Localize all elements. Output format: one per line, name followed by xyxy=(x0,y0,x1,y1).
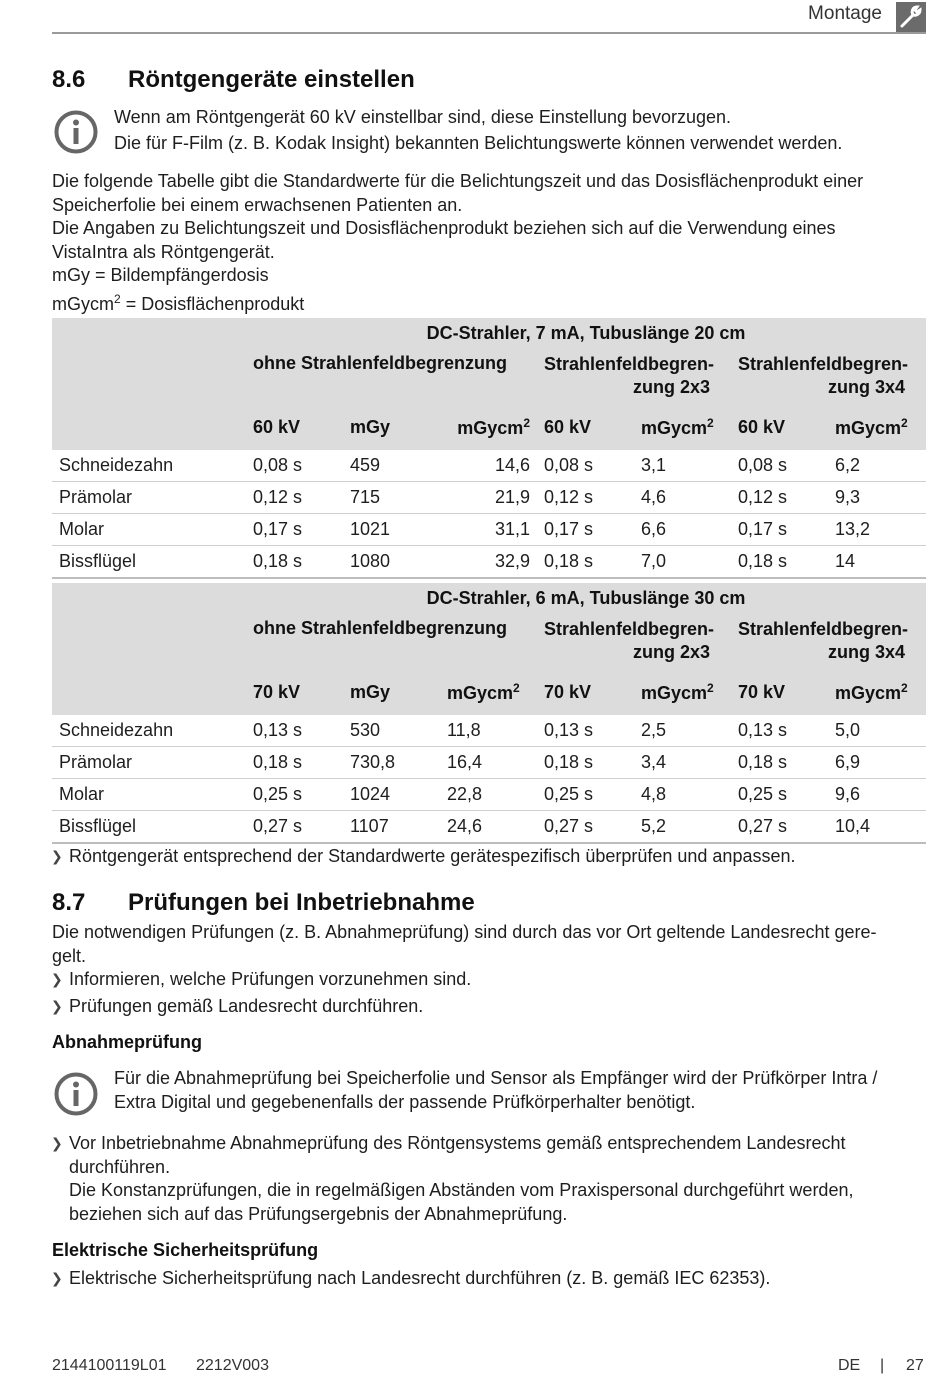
section-8-7-heading xyxy=(52,889,475,917)
info-icon xyxy=(54,1072,98,1116)
info-line: Die für F-Film (z. B. Kodak Insight) bekannten Belichtungswerte können verwendet werden. xyxy=(114,133,843,153)
header-rule xyxy=(52,32,926,34)
bullet-inform: ❯ Informieren, welche Prüfungen vorzunehmen sind. xyxy=(69,968,927,992)
abnahme-heading: Abnahmeprüfung xyxy=(52,1032,202,1052)
column-header: 60 kV xyxy=(731,404,828,450)
group-header: ohne Strahlenfeldbegrenzung xyxy=(246,613,537,669)
column-header: 60 kV xyxy=(246,404,343,450)
bullet-elektrisch: ❯ Elektrische Sicherheitsprüfung nach Landesrecht durchführen (z. B. gemäß IEC 62353). xyxy=(69,1267,927,1291)
info-note-1 xyxy=(114,104,842,156)
section-number: 8.7 xyxy=(52,889,86,916)
section-8-7-paragraph: Die notwendigen Prüfungen (z. B. Abnahmeprüfung) sind durch das vor Ort geltende Landesrecht gere- gelt. xyxy=(52,922,877,966)
column-header: mGy xyxy=(343,669,440,715)
section-number: 8.6 xyxy=(52,66,86,93)
elektrisch-heading: Elektrische Sicherheitsprüfung xyxy=(52,1240,319,1260)
exposure-table-2 xyxy=(52,583,926,844)
chevron-right-icon: ❯ xyxy=(51,1270,63,1286)
header-section-label: Montage xyxy=(808,3,882,24)
footer-page-number: 27 xyxy=(906,1357,924,1374)
table-row: Molar 0,17 s 1021 31,1 0,17 s 6,6 0,17 s 13,2 xyxy=(52,514,926,546)
wrench-icon xyxy=(896,2,926,32)
paragraph-line: Die folgende Tabelle gibt die Standardwerte für die Belichtungszeit und das Dosisflächenprodukt einer xyxy=(52,171,864,191)
table-title: DC-Strahler, 7 mA, Tubuslänge 20 cm xyxy=(246,318,926,348)
exposure-table-1 xyxy=(52,318,926,579)
paragraph-line: VistaIntra als Röntgengerät. xyxy=(52,241,275,262)
bullet-adjust: ❯ Röntgengerät entsprechend der Standardwerte gerätespezifisch überprüfen und anpassen. xyxy=(69,845,927,869)
table-row: Prämolar 0,12 s 715 21,9 0,12 s 4,6 0,12 s 9,3 xyxy=(52,482,926,514)
footer-language: DE xyxy=(838,1357,861,1374)
definition-mgy: mGy = Bildempfängerdosis xyxy=(52,265,269,285)
column-header: mGycm$^2$ xyxy=(828,404,926,450)
table-row: Schneidezahn 0,08 s 459 14,6 0,08 s 3,1 0,08 s 6,2 xyxy=(52,450,926,482)
column-header: mGycm$^2$ xyxy=(440,404,537,450)
section-title: Prüfungen bei Inbetriebnahme xyxy=(128,889,475,916)
group-header: Strahlenfeldbegren- zung 3x4 xyxy=(731,348,926,404)
table-row: Bissflügel 0,18 s 1080 32,9 0,18 s 7,0 0,18 s 14 xyxy=(52,546,926,579)
footer-doc-number: 2144100119L01 xyxy=(52,1357,167,1374)
section-title: Röntgengeräte einstellen xyxy=(128,66,415,93)
table-row: Molar 0,25 s 1024 22,8 0,25 s 4,8 0,25 s 9,6 xyxy=(52,779,926,811)
column-header: 60 kV xyxy=(537,404,634,450)
table-row: Prämolar 0,18 s 730,8 16,4 0,18 s 3,4 0,18 s 6,9 xyxy=(52,747,926,779)
column-header: mGycm$^2$ xyxy=(440,669,537,715)
group-header: Strahlenfeldbegren- zung 2x3 xyxy=(537,348,731,404)
column-header: mGycm$^2$ xyxy=(634,404,731,450)
table-title: DC-Strahler, 6 mA, Tubuslänge 30 cm xyxy=(246,583,926,613)
chevron-right-icon: ❯ xyxy=(51,998,63,1014)
column-header: 70 kV xyxy=(731,669,828,715)
group-header: ohne Strahlenfeldbegrenzung xyxy=(246,348,537,404)
definition-mgycm: mGycm$^2$ = Dosisflächenprodukt xyxy=(52,291,305,314)
column-header: mGycm$^2$ xyxy=(634,669,731,715)
table-row: Bissflügel 0,27 s 1107 24,6 0,27 s 5,2 0,27 s 10,4 xyxy=(52,811,926,844)
info-line: Wenn am Röntgengerät 60 kV einstellbar sind, diese Einstellung bevorzugen. xyxy=(114,107,732,127)
column-header: 70 kV xyxy=(537,669,634,715)
intro-paragraph xyxy=(52,170,926,316)
column-header: mGycm$^2$ xyxy=(828,669,926,715)
bullet-abnahme: ❯ Vor Inbetriebnahme Abnahmeprüfung des Röntgensystems gemäß entsprechendem Landesrecht durchführen. Die Konstanzprüfungen, die in regelmäßigen Abständen vom Praxispersonal durchgeführt werden, beziehen sich auf das Prüfungsergebnis der Abnahmeprüfung. xyxy=(51,1133,854,1224)
table-row: Schneidezahn 0,13 s 530 11,8 0,13 s 2,5 0,13 s 5,0 xyxy=(52,715,926,747)
paragraph-line: Speicherfolie bei einem erwachsenen Patienten an. xyxy=(52,194,463,215)
footer-version: 2212V003 xyxy=(196,1357,269,1374)
chevron-right-icon: ❯ xyxy=(51,848,63,864)
chevron-right-icon: ❯ xyxy=(51,1135,63,1151)
info-icon xyxy=(54,110,98,154)
chevron-right-icon: ❯ xyxy=(51,971,63,987)
bullet-perform: ❯ Prüfungen gemäß Landesrecht durchführen. xyxy=(69,995,927,1019)
group-header: Strahlenfeldbegren- zung 3x4 xyxy=(731,613,926,669)
footer-separator: | xyxy=(880,1357,885,1374)
paragraph-line: Die Angaben zu Belichtungszeit und Dosisflächenprodukt beziehen sich auf die Verwendung eines xyxy=(52,218,836,238)
group-header: Strahlenfeldbegren- zung 2x3 xyxy=(537,613,731,669)
section-8-6-heading xyxy=(52,66,415,94)
column-header: 70 kV xyxy=(246,669,343,715)
info-note-2: Für die Abnahmeprüfung bei Speicherfolie und Sensor als Empfänger wird der Prüfkörper Intra / Extra Digital und gegebenenfalls der passende Prüfkörperhalter benötigt. xyxy=(114,1068,878,1112)
column-header: mGy xyxy=(343,404,440,450)
